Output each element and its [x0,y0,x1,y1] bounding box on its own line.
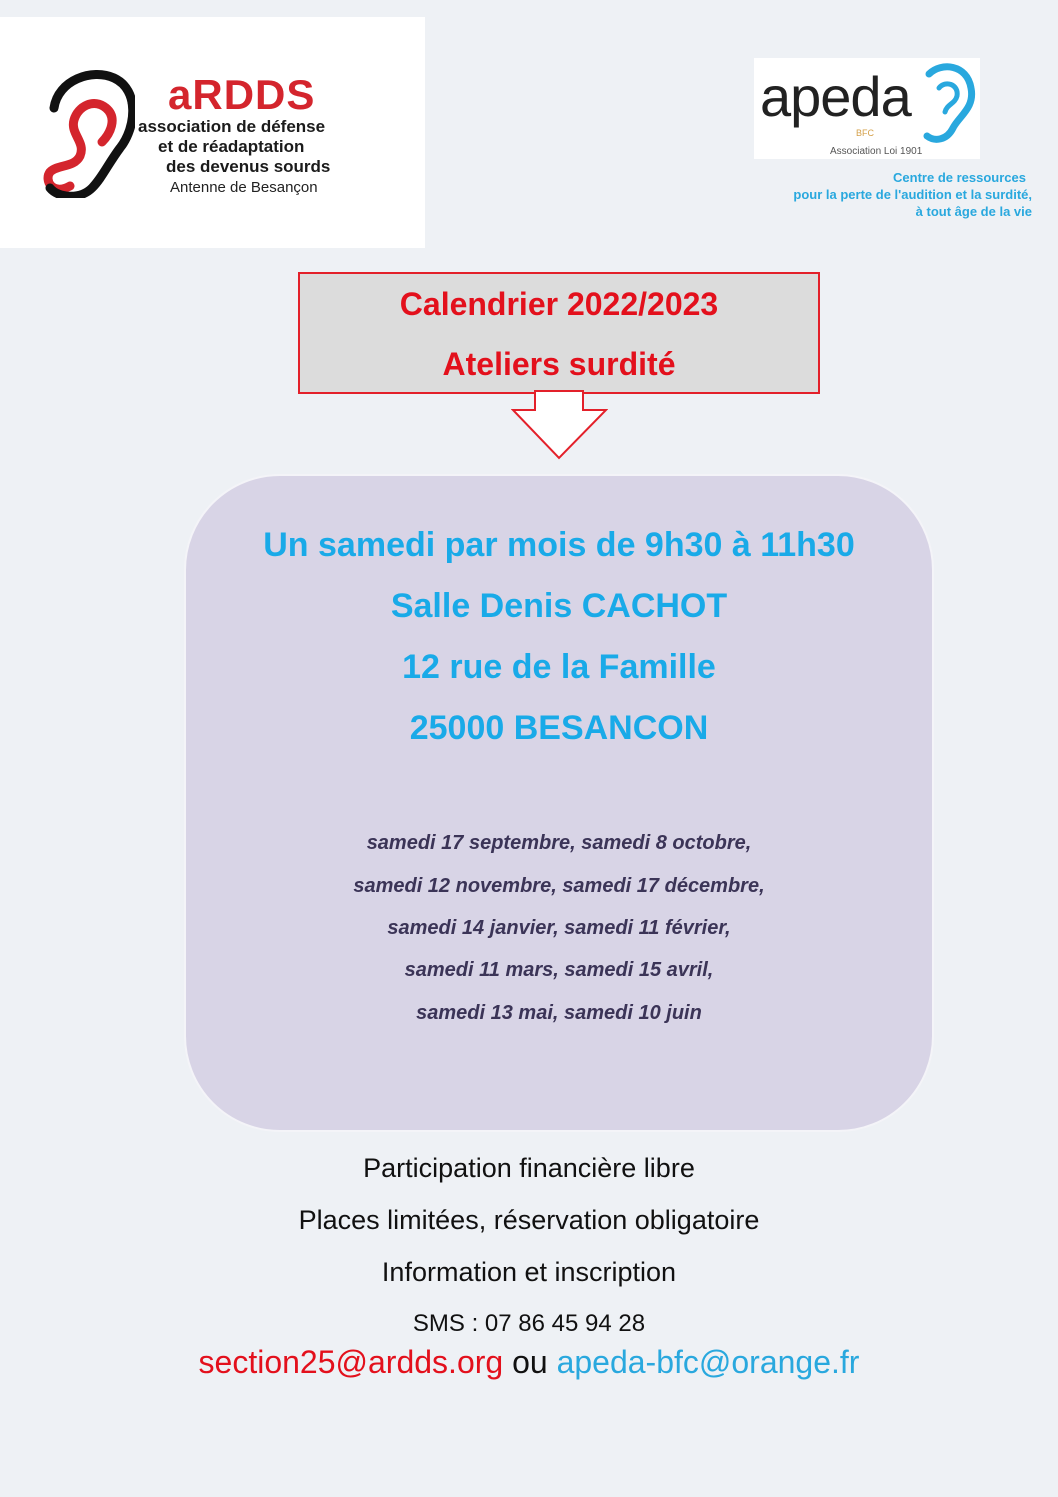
ardds-branch: Antenne de Besançon [170,179,318,196]
email-separator: ou [503,1344,557,1380]
apeda-name: apeda [760,65,911,128]
down-arrow-icon [511,390,608,460]
date-line: samedi 14 janvier, samedi 11 février, [387,917,731,939]
ear-icon [40,68,135,198]
apeda-email-link[interactable]: apeda-bfc@orange.fr [556,1344,860,1380]
apeda-assoc: Association Loi 1901 [830,146,923,157]
ardds-subtitle-line: association de défense [138,117,326,136]
date-line: samedi 11 mars, samedi 15 avril, [404,959,714,981]
schedule-line: Un samedi par mois de 9h30 à 11h30 [263,526,855,564]
street-line: 12 rue de la Famille [402,648,716,686]
ardds-name: aRDDS [168,71,316,118]
date-line: samedi 12 novembre, samedi 17 décembre, [353,875,765,897]
ardds-subtitle-line: et de réadaptation [158,137,305,156]
venue-line: Salle Denis CACHOT [390,587,728,625]
places-text: Places limitées, réservation obligatoire [298,1205,760,1235]
sms-contact: SMS : 07 86 45 94 28 [412,1310,646,1337]
email-contacts [0,1344,1058,1381]
apeda-region: BFC [856,128,874,138]
info-panel [184,474,934,1132]
workshop-title: Ateliers surdité [442,346,676,382]
apeda-tagline: à tout âge de la vie [915,204,1032,219]
participation-text: Participation financière libre [363,1153,695,1183]
apeda-tagline: Centre de ressources [893,170,1026,185]
city-line: 25000 BESANCON [409,709,709,747]
title-box [298,272,820,394]
date-line: samedi 13 mai, samedi 10 juin [416,1002,702,1024]
ear-icon [915,60,977,144]
ardds-subtitle-line: des devenus sourds [166,157,331,176]
date-line: samedi 17 septembre, samedi 8 octobre, [366,832,752,854]
information-text: Information et inscription [381,1257,677,1287]
apeda-tagline: pour la perte de l'audition et la surdité, [793,187,1032,202]
calendar-title: Calendrier 2022/2023 [399,286,719,322]
ardds-email-link[interactable]: section25@ardds.org [198,1344,504,1380]
